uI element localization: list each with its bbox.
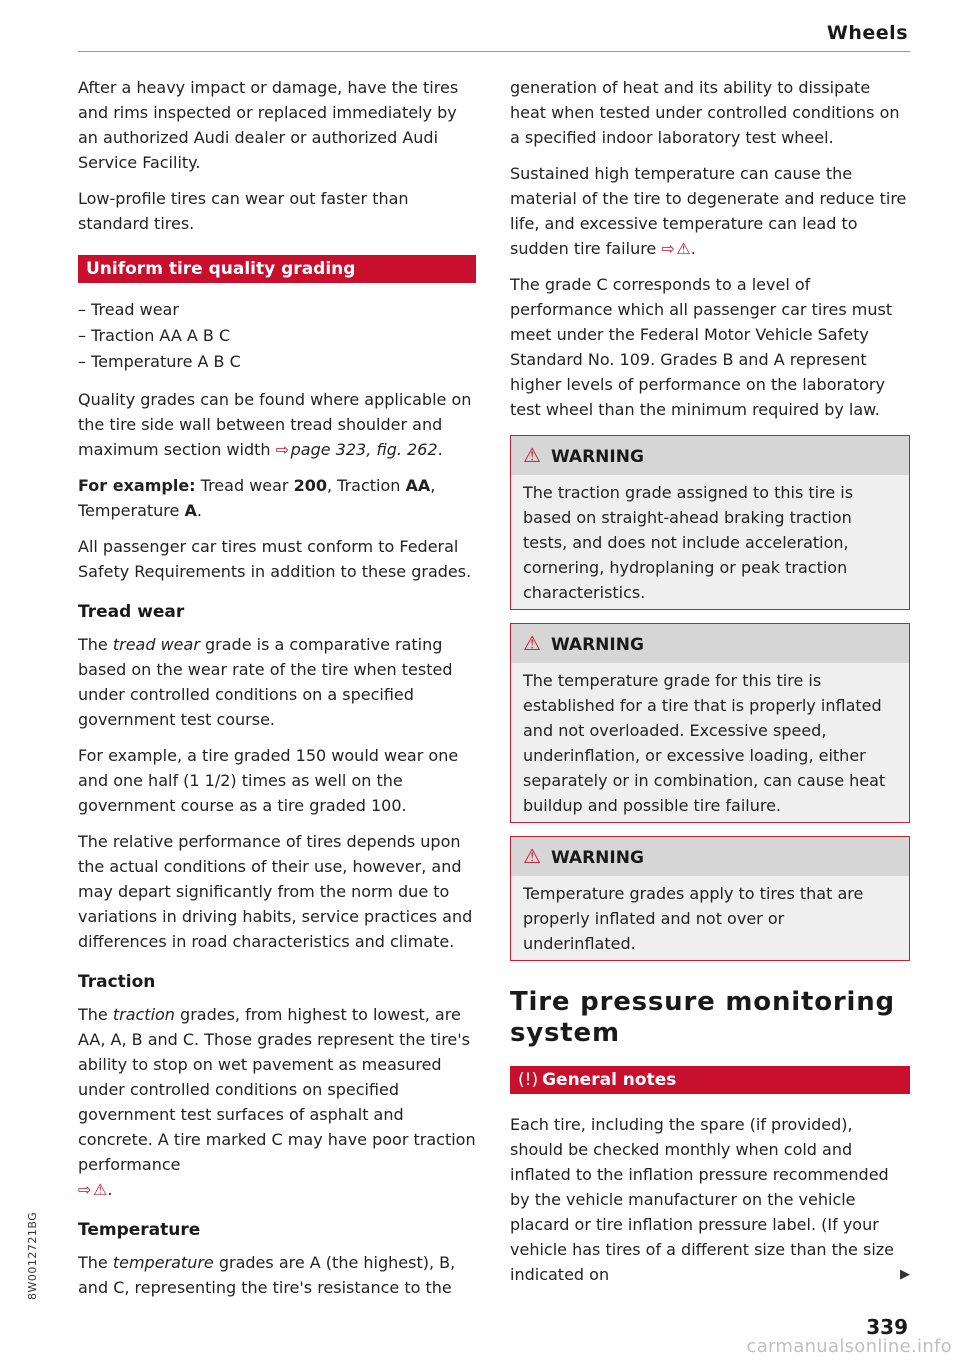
warning-text: The traction grade assigned to this tire is based on straight-ahead braking traction tests, and does not include acceleration, cornering, hydroplaning or peak traction characteristics. [523, 483, 854, 602]
paragraph-temperature: The temperature grades are A (the highest), B, and C, representing the tire's resistance to the [78, 1253, 456, 1297]
paragraph-tread-definition: The tread wear grade is a comparative rating based on the wear rate of the tire when tested under controlled conditions on a specified government test course. [78, 635, 453, 729]
paragraph-tread-example: For example, a tire graded 150 would wear one and one half (1 1/2) times as well on the government course as a tire graded 100. [78, 746, 459, 815]
paragraph-federal: All passenger car tires must conform to Federal Safety Requirements in addition to these grades. [78, 537, 472, 581]
paragraph-example: For example: Tread wear 200, Traction AA, Temperature A. [78, 476, 436, 520]
list-item: – Temperature A B C [78, 352, 241, 371]
paragraph-tread-performance: The relative performance of tires depends upon the actual conditions of their use, however, and may depart significantly from the norm due to variations in driving habits, service practices and differences in road characteristics and climate. [78, 832, 473, 951]
paragraph-heat: generation of heat and its ability to dissipate heat when tested under controlled conditions on a specified indoor laboratory test wheel. [510, 78, 900, 147]
left-column [78, 75, 476, 1311]
info-circle-icon: (!) [518, 1070, 539, 1090]
running-header: Wheels [826, 22, 908, 44]
warning-icon: ⚠ [523, 631, 541, 655]
heading-temperature: Temperature [78, 1220, 201, 1240]
right-column [510, 75, 910, 1298]
ref-arrow-icon: ⇨ [661, 239, 675, 258]
paragraph-impact: After a heavy impact or damage, have the tires and rims inspected or replaced immediately by an authorized Audi dealer or authorized Audi Service Facility. [78, 78, 459, 172]
section-title-general-notes: (!) General notes [510, 1066, 910, 1094]
heading-traction: Traction [78, 972, 156, 992]
header-rule [78, 51, 910, 52]
section-title-uniform-grading: Uniform tire quality grading [78, 255, 476, 283]
warning-label: WARNING [550, 635, 644, 655]
warning-box-traction [510, 435, 910, 610]
page-reference-link[interactable]: page 323, fig. 262 [290, 440, 438, 459]
document-code: 8W0012721BG [26, 1211, 39, 1300]
watermark: carmanualsonline.info [746, 1336, 952, 1357]
chapter-title: Tire pressure monitoring system [510, 987, 895, 1048]
warning-box-temperature [510, 623, 910, 823]
paragraph-sustained-temp: Sustained high temperature can cause the material of the tire to degenerate and reduce tire life, and excessive temperature can lead to sudden tire failure ⇨ ⚠. [510, 164, 907, 258]
ref-arrow-icon: ⇨ [275, 440, 290, 459]
list-item: – Tread wear [78, 300, 179, 319]
warning-icon: ⚠ [523, 844, 541, 868]
warning-text: The temperature grade for this tire is established for a tire that is properly inflated and not overloaded. Excessive speed, underinflation, or excessive loading, either separately or in combination, can cause heat buildup and possible tire failure. [523, 671, 886, 815]
warning-label: WARNING [550, 848, 644, 868]
page-number: 339 [866, 1315, 908, 1339]
paragraph-traction: The traction grades, from highest to lowest, are AA, A, B and C. Those grades represent the tire's ability to stop on wet pavement as measured under controlled conditions on specified government test surfaces of asphalt and concrete. A tire marked C may have poor traction performance ⇨ ⚠. [78, 1005, 476, 1199]
warning-box-inflation [510, 836, 910, 961]
paragraph-quality-grades: Quality grades can be found where applicable on the tire side wall between tread shoulder and maximum section width ⇨ page 323, fig. 262. [78, 390, 472, 459]
warning-ref-icon[interactable]: ⚠ [676, 239, 691, 258]
warning-icon: ⚠ [523, 443, 541, 467]
warning-text: Temperature grades apply to tires that are properly inflated and not over or underinflated. [523, 884, 864, 953]
list-item: – Traction AA A B C [78, 326, 231, 345]
paragraph-low-profile: Low-profile tires can wear out faster than standard tires. [78, 189, 409, 233]
continue-arrow-icon: ▶ [900, 1267, 910, 1282]
ref-arrow-icon: ⇨ [78, 1180, 92, 1199]
warning-ref-icon[interactable]: ⚠ [93, 1180, 108, 1199]
grades-list [78, 297, 476, 375]
heading-tread-wear: Tread wear [78, 602, 185, 622]
warning-label: WARNING [550, 447, 644, 467]
paragraph-grade-c: The grade C corresponds to a level of performance which all passenger car tires must meet under the Federal Motor Vehicle Safety Standard No. 109. Grades B and A represent higher levels of performance on the laboratory test wheel than the minimum required by law. [510, 275, 893, 419]
paragraph-tire-check: Each tire, including the spare (if provided), should be checked monthly when cold and inflated to the inflation pressure recommended by the vehicle manufacturer on the vehicle placard or tire inflation pressure label. (If your vehicle has tires of a different size than the size indicated on ▶ [510, 1112, 910, 1287]
